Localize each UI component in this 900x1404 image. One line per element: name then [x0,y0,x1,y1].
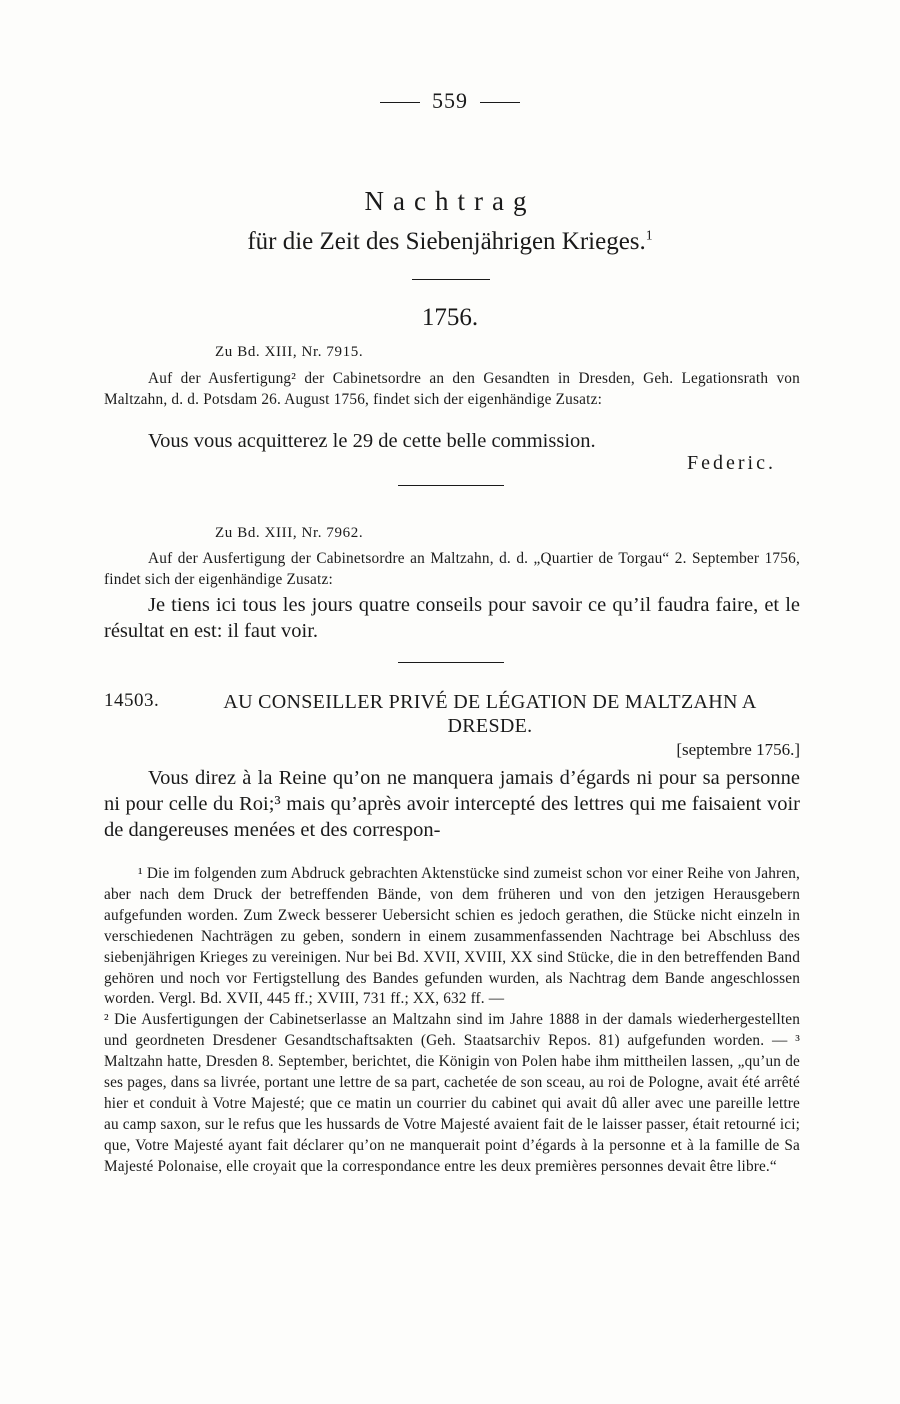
section2-text [104,592,800,644]
footnote-2-3: ² Die Ausfertigungen der Cabinetserlasse an Maltzahn sind im Jahre 1888 in der damals wiederhergestellten und geordneten Dresdener Gesandtschaftsakten (Geh. Staatsarchiv Repos. 81) aufgefunden worden. — ³ Maltzahn hatte, Dresden 8. September, berichtet, die Königin von Polen habe ihm mittheilen lassen, „qu’un de ses pages, dans sa livrée, portant une lettre de sa part, cachetée de son sceau, au roi de Pologne, avait été arrêté hier et conduit à Votre Majesté; que ce matin un courrier du cabinet qui avait dû aller avec une pareille lettre au camp saxon, sur le refus que les hussards de Votre Majesté avaient fait de le laisser passer, était retourné ici; que, Votre Majesté ayant fait déclarer qu’on ne manquerait point d’égards à la personne et à la famille de Sa Majesté Polonaise, elle croyait que la correspondance entre les deux premières personnes devait être libre.“ [104,1011,800,1175]
subtitle-footnote-marker: 1 [645,227,653,243]
footnote-1: ¹ Die im folgenden zum Abdruck gebrachten Aktenstücke sind zumeist schon vor einer Reihe von Jahren, aber nach dem Druck der betreffenden Bände, von dem früheren und von den jetzigen Herausgebern aufgefunden worden. Zum Zweck besserer Uebersicht schien es jedoch gerathen, die Stücke nicht einzeln in verschiedenen Nachträgen zu geben, sondern in einem zusammenfassenden Nachtrage bei Abschluss des siebenjährigen Krieges zu vereinigen. Nur bei Bd. XVII, XVIII, XX sind Stücke, die in den betreffenden Band gehören und noch vor Fertigstellung des Bandes gefunden wurden, als Nachtrag dem Bande angeschlossen worden. Vergl. Bd. XVII, 445 ff.; XVIII, 731 ff.; XX, 632 ff. — [104,865,800,1008]
section1-intro [104,368,800,410]
section1-body: Vous vous acquitterez le 29 de cette belle commission. [148,430,596,452]
subtitle-text: für die Zeit des Siebenjährigen Krieges. [247,228,646,255]
section1-text [104,428,800,454]
section1-reference: Zu Bd. XIII, Nr. 7915. [215,344,364,360]
page-number-dash-left [380,102,420,103]
section2-body: Je tiens ici tous les jours quatre conseils pour savoir ce qu’il faudra faire, et le résultat en est: il faut voir. [104,594,800,642]
page-number [0,88,900,114]
section1-intro-text: Auf der Ausfertigung² der Cabinetsordre an den Gesandten in Dresden, Geh. Legationsrath von Maltzahn, d. d. Potsdam 26. August 1756, findet sich der eigenhändige Zusatz: [104,370,800,408]
section2-intro [104,548,800,590]
divider-rule [398,485,504,486]
document-date: [septembre 1756.] [676,740,800,759]
section2-intro-text: Auf der Ausfertigung der Cabinetsordre an Maltzahn, d. d. „Quartier de Torgau“ 2. September 1756, findet sich der eigenhändige Zusatz: [104,550,800,588]
divider-rule [412,279,490,280]
page-number-dash-right [480,102,520,103]
document-heading: AU CONSEILLER PRIVÉ DE LÉGATION DE MALTZAHN A DRESDE. [223,691,757,737]
year-heading: 1756. [421,304,479,331]
section2-reference: Zu Bd. XIII, Nr. 7962. [215,525,364,541]
divider-rule [398,662,504,663]
page-subtitle [0,228,900,256]
document-body: Vous direz à la Reine qu’on ne manquera jamais d’égards ni pour sa personne ni pour celle du Roi;³ mais qu’après avoir intercepté des lettres qui me faisaient voir de dangereuses menées et des correspon- [104,767,800,841]
footnotes [104,864,800,1178]
signature: Federic. [687,452,776,474]
page-number-text: 559 [432,88,468,113]
page-title: Nachtrag [364,186,536,216]
document-text [104,765,800,843]
document-number: 14503. [104,690,160,711]
